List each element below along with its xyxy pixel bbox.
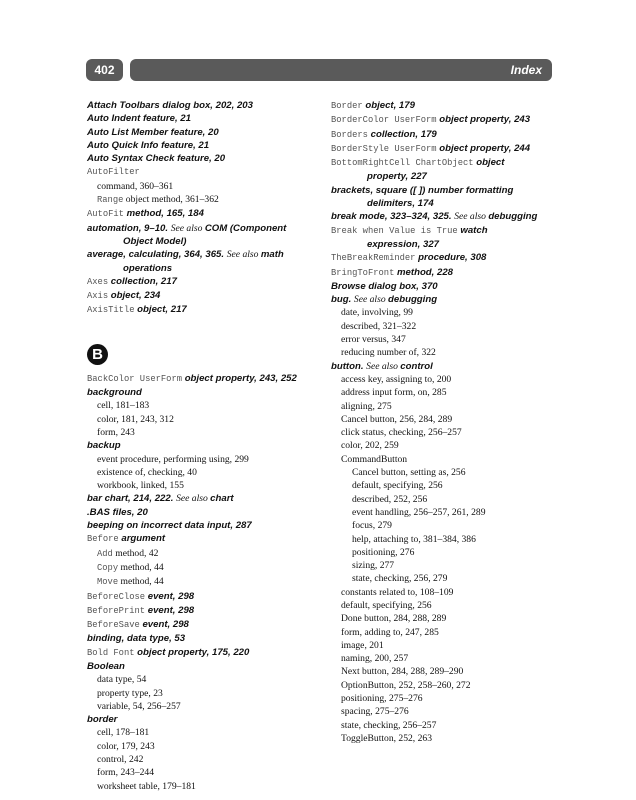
index-entry [331, 156, 557, 170]
entry-text: control [400, 360, 433, 372]
entry-text: Axis [87, 291, 109, 302]
entry-text: method, 44 [118, 561, 164, 573]
index-entry [87, 112, 317, 125]
entry-text: procedure, 308 [415, 252, 487, 264]
entry-text: BeforeClose [87, 591, 146, 602]
entry-text: method, 228 [394, 266, 454, 278]
entry-text: See also [170, 222, 205, 234]
entry-text: state, checking, 256–257 [341, 719, 437, 731]
entry-text: help, attaching to, 381–384, 386 [352, 533, 476, 545]
index-subentry [87, 453, 317, 466]
index-entry [331, 360, 557, 373]
entry-text: brackets, square ([ ]) number formatting [331, 184, 514, 196]
index-entry [87, 646, 317, 660]
entry-text: Break when Value is True [331, 225, 458, 236]
entry-text: bar chart, 214, 222. [87, 493, 177, 505]
entry-text: data type, 54 [97, 674, 147, 686]
index-subentry [331, 306, 557, 319]
index-subentry [331, 572, 557, 585]
index-entry [87, 262, 317, 275]
index-subentry [331, 373, 557, 386]
entry-text: Range [97, 195, 124, 206]
entry-text: BottomRightCell ChartObject [331, 158, 474, 169]
entry-text: debugging [488, 211, 538, 223]
entry-text: BorderColor UserForm [331, 115, 437, 126]
entry-text: ToggleButton, 252, 263 [341, 732, 432, 744]
entry-text: See also [353, 294, 389, 306]
index-entry [331, 210, 557, 223]
entry-text: watch [457, 224, 488, 236]
entry-text: reducing number of, 322 [341, 347, 436, 359]
index-subentry [87, 479, 317, 492]
entry-text: collection, 217 [108, 275, 177, 287]
entry-text: AutoFilter [87, 167, 140, 178]
entry-text: TheBreakReminder [331, 253, 416, 264]
index-subentry [331, 692, 557, 705]
entry-text: operations [123, 262, 173, 274]
index-entry [331, 293, 557, 306]
index-subentry [331, 479, 557, 492]
entry-text: object, 179 [362, 100, 415, 111]
entry-text: described, 321–322 [341, 320, 417, 332]
entry-text: BeforeSave [87, 620, 140, 631]
index-subentry [87, 426, 317, 439]
entry-text: binding, data type, 53 [87, 633, 186, 645]
index-entry [87, 139, 317, 152]
index-subentry [331, 586, 557, 599]
entry-text: color, 202, 259 [341, 440, 399, 452]
entry-text: background [87, 387, 142, 399]
entry-text: Move [97, 577, 119, 588]
section-gap [87, 318, 317, 344]
entry-text: object property, 175, 220 [134, 646, 250, 658]
entry-text: Boolean [87, 660, 125, 672]
entry-text: date, involving, 99 [341, 307, 413, 319]
entry-text: Axes [87, 276, 109, 287]
index-subentry [331, 466, 557, 479]
entry-text: object, 217 [134, 304, 187, 316]
index-entry [87, 660, 317, 673]
entry-text: Attach Toolbars dialog box, 202, 203 [87, 100, 253, 111]
entry-text: CommandButton [341, 453, 408, 465]
entry-text: bug. [331, 294, 354, 306]
index-subentry [331, 705, 557, 718]
index-entry [87, 372, 317, 386]
entry-text: See also [226, 249, 261, 261]
index-entry [331, 266, 557, 280]
entry-text: event, 298 [145, 604, 195, 616]
index-entry [87, 604, 317, 618]
entry-text: color, 181, 243, 312 [97, 413, 174, 425]
entry-text: See also [454, 211, 489, 223]
entry-text: cell, 178–181 [97, 727, 150, 739]
index-entry [331, 142, 557, 156]
entry-text: aligning, 275 [341, 400, 392, 412]
index-entry [87, 275, 317, 289]
index-subentry [87, 575, 317, 589]
entry-text: method, 165, 184 [123, 208, 204, 220]
entry-text: border [87, 714, 118, 726]
entry-text: spacing, 275–276 [341, 706, 409, 718]
entry-text: Browse dialog box, 370 [331, 280, 438, 292]
index-entry [87, 532, 317, 546]
index-entries-a [87, 99, 317, 318]
index-subentry [87, 740, 317, 753]
index-subentry [87, 766, 317, 779]
index-entry [87, 439, 317, 452]
entry-text: AutoFit [87, 209, 124, 220]
index-subentry [331, 333, 557, 346]
entry-text: beeping on incorrect data input, 287 [87, 520, 252, 532]
entry-text: Auto Indent feature, 21 [87, 113, 191, 125]
entry-text: Cancel button, setting as, 256 [352, 467, 466, 479]
index-subentry [87, 673, 317, 686]
index-subentry [331, 506, 557, 519]
index-entry [87, 235, 317, 248]
index-subentry [87, 687, 317, 700]
entry-text: backup [87, 440, 121, 452]
index-subentry [331, 612, 557, 625]
index-subentry [331, 346, 557, 359]
entry-text: event procedure, performing using, 299 [97, 453, 249, 465]
index-subentry [331, 320, 557, 333]
entry-text: Before [87, 534, 119, 545]
index-entry [87, 506, 317, 519]
entry-text: BackColor UserForm [87, 373, 183, 384]
entry-text: variable, 54, 256–257 [97, 700, 181, 712]
entry-text: control, 242 [97, 754, 144, 766]
entry-text: automation, 9–10. [87, 222, 171, 234]
index-entry [87, 289, 317, 303]
entry-text: COM (Component [204, 222, 287, 234]
entry-text: chart [210, 493, 234, 505]
entry-text: positioning, 276 [352, 546, 415, 558]
entry-text: default, specifying, 256 [352, 480, 443, 492]
entry-text: AxisTitle [87, 305, 135, 316]
entry-text: Add [97, 548, 113, 559]
entry-text: OptionButton, 252, 258–260, 272 [341, 679, 471, 691]
index-subentry [331, 559, 557, 572]
index-entry [331, 280, 557, 293]
index-subentry [87, 399, 317, 412]
index-entry [87, 303, 317, 317]
index-subentry [87, 753, 317, 766]
index-subentry [331, 533, 557, 546]
entry-text: method, 44 [118, 576, 164, 588]
entry-text: Done button, 284, 288, 289 [341, 613, 447, 625]
index-entry [331, 238, 557, 251]
entry-text: See also [176, 493, 211, 505]
index-entry [331, 170, 557, 183]
entry-text: BeforePrint [87, 605, 146, 616]
index-entry [87, 632, 317, 645]
index-subentry [331, 453, 557, 466]
entry-text: click status, checking, 256–257 [341, 427, 462, 439]
index-entry [331, 197, 557, 210]
entry-text: Borders [331, 129, 368, 140]
index-subentry [331, 665, 557, 678]
entry-text: debugging [388, 294, 438, 306]
index-subentry [331, 400, 557, 413]
entry-text: sizing, 277 [352, 560, 395, 572]
entry-text: BorderStyle UserForm [331, 143, 437, 154]
index-entry [331, 224, 557, 238]
entry-text: object property, 244 [436, 142, 531, 154]
index-entry [87, 165, 317, 179]
index-subentry [331, 719, 557, 732]
entry-text: delimiters, 174 [367, 198, 434, 210]
index-subentry [87, 180, 317, 193]
entry-text: form, 243–244 [97, 767, 155, 779]
entry-text: Cancel button, 256, 284, 289 [341, 413, 453, 425]
entry-text: constants related to, 108–109 [341, 586, 454, 598]
index-entry [87, 386, 317, 399]
entry-text: Bold Font [87, 647, 135, 658]
entry-text: event, 298 [139, 619, 189, 631]
index-subentry [331, 546, 557, 559]
section-title: Index [130, 59, 552, 81]
entry-text: Auto Syntax Check feature, 20 [87, 153, 226, 165]
entry-text: button. [331, 360, 367, 372]
entry-text: address input form, on, 285 [341, 387, 447, 399]
entry-text: access key, assigning to, 200 [341, 373, 452, 385]
entry-text: Next button, 284, 288, 289–290 [341, 666, 464, 678]
index-entry [87, 248, 317, 261]
entry-text: form, 243 [97, 426, 135, 438]
entry-text: property type, 23 [97, 687, 163, 699]
entry-text: Object Model) [123, 235, 187, 247]
index-entry [331, 251, 557, 265]
index-subentry [87, 780, 317, 793]
index-subentry [331, 519, 557, 532]
entry-text: Border [331, 101, 363, 111]
index-subentry [87, 700, 317, 713]
index-entry [331, 113, 557, 127]
index-entry [331, 99, 557, 113]
entry-text: object, 234 [108, 290, 161, 302]
index-entry [87, 590, 317, 604]
index-subentry [331, 652, 557, 665]
index-entry [331, 184, 557, 197]
entry-text: See also [366, 360, 401, 372]
entry-text: collection, 179 [367, 128, 437, 140]
entry-text: break mode, 323–324, 325. [331, 211, 455, 223]
index-entry [87, 222, 317, 235]
entry-text: cell, 181–183 [97, 400, 150, 412]
entry-text: existence of, checking, 40 [97, 466, 197, 478]
entry-text: object method, 361–362 [123, 194, 219, 206]
index-entry [87, 207, 317, 221]
index-entries-b [87, 372, 317, 793]
index-column-left [87, 99, 317, 793]
index-entry [87, 99, 317, 112]
entry-text: argument [118, 533, 166, 545]
index-subentry [87, 547, 317, 561]
entry-text: BringToFront [331, 267, 395, 278]
section-letter-badge: B [87, 344, 108, 365]
entry-text: image, 201 [341, 639, 384, 651]
entry-text: .BAS files, 20 [87, 506, 148, 518]
entry-text: expression, 327 [367, 238, 439, 250]
index-subentry [331, 439, 557, 452]
index-subentry [331, 426, 557, 439]
entry-text: state, checking, 256, 279 [352, 573, 448, 585]
entry-text: method, 42 [112, 547, 159, 559]
index-subentry [331, 639, 557, 652]
index-subentry [331, 413, 557, 426]
index-entry [331, 128, 557, 142]
entry-text: naming, 200, 257 [341, 653, 409, 665]
index-entry [87, 713, 317, 726]
index-subentry [331, 493, 557, 506]
index-column-right [331, 99, 557, 745]
entry-text: object [473, 157, 505, 169]
entry-text: focus, 279 [352, 520, 392, 532]
index-subentry [331, 679, 557, 692]
entry-text: color, 179, 243 [97, 740, 155, 752]
entry-text: property, 227 [367, 171, 427, 183]
entry-text: math [260, 249, 284, 261]
entry-text: event, 298 [145, 590, 195, 602]
index-subentry [87, 561, 317, 575]
entry-text: error versus, 347 [341, 334, 406, 346]
index-subentry [331, 599, 557, 612]
page-header [86, 59, 552, 81]
index-entry [87, 152, 317, 165]
index-subentry [87, 193, 317, 207]
index-subentry [87, 726, 317, 739]
entry-text: average, calculating, 364, 365. [87, 249, 227, 261]
index-entry [87, 126, 317, 139]
index-subentry [87, 466, 317, 479]
entry-text: positioning, 275–276 [341, 693, 423, 705]
entry-text: described, 252, 256 [352, 493, 428, 505]
index-entry [87, 492, 317, 505]
entry-text: Auto List Member feature, 20 [87, 126, 219, 138]
entry-text: default, specifying, 256 [341, 599, 432, 611]
page-number: 402 [86, 59, 123, 81]
index-entry [87, 519, 317, 532]
entry-text: command, 360–361 [97, 180, 174, 192]
index-subentry [331, 732, 557, 745]
entry-text: Auto Quick Info feature, 21 [87, 139, 210, 151]
entry-text: object property, 243, 252 [182, 372, 297, 384]
entry-text: worksheet table, 179–181 [97, 780, 196, 792]
entry-text: Copy [97, 562, 119, 573]
entry-text: object property, 243 [436, 114, 531, 126]
index-subentry [87, 413, 317, 426]
entry-text: workbook, linked, 155 [97, 480, 184, 492]
entry-text: event handling, 256–257, 261, 289 [352, 506, 486, 518]
index-subentry [331, 626, 557, 639]
index-entry [87, 618, 317, 632]
index-subentry [331, 386, 557, 399]
entry-text: form, adding to, 247, 285 [341, 626, 439, 638]
